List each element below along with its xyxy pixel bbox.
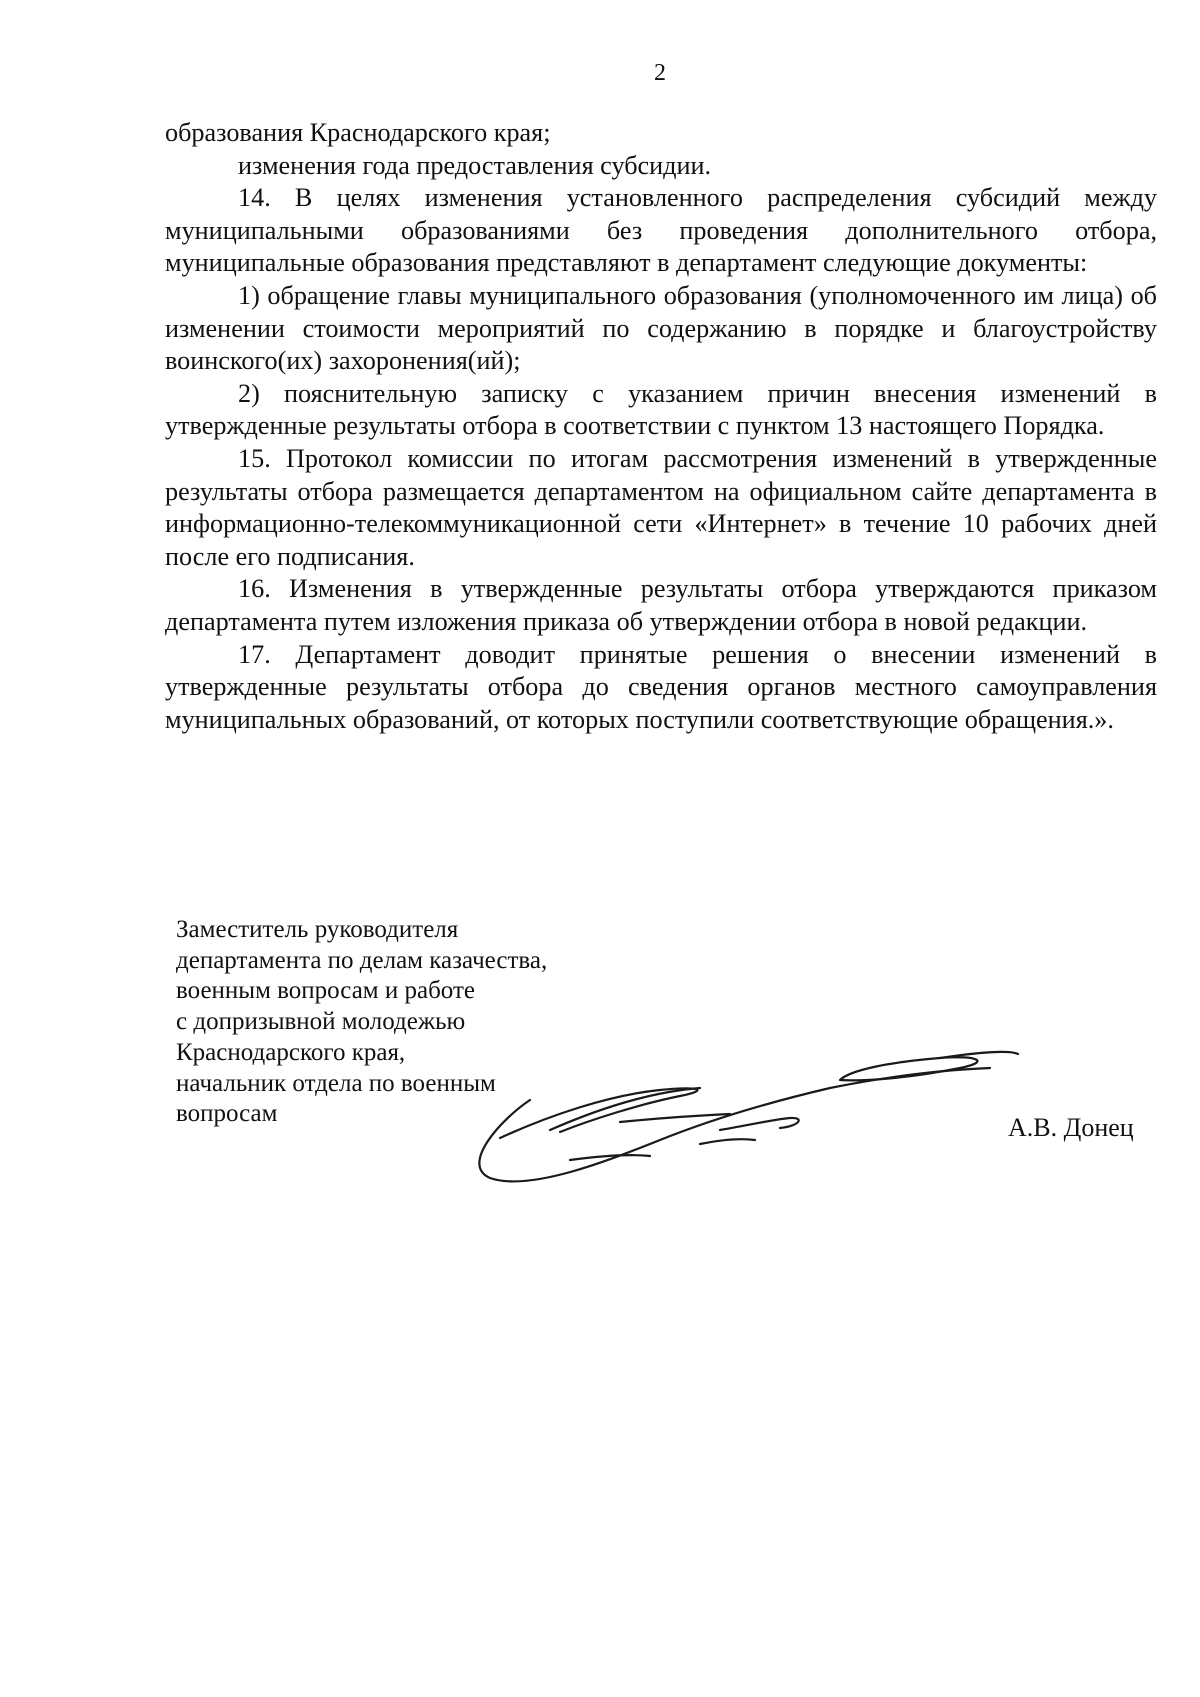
paragraph: 2) пояснительную записку с указанием причин внесения изменений в утвержденные результаты отбора в соответствии с пунктом 13 настоящего Порядка. xyxy=(165,378,1157,441)
paragraph: 1) обращение главы муниципального образования (уполномоченного им лица) об изменении стоимости мероприятий по содержанию в порядке и благоустройству воинского(их) захоронения(ий); xyxy=(165,280,1157,376)
position-line: начальник отдела по военным xyxy=(176,1069,496,1097)
signatory-name: А.В. Донец xyxy=(1008,1113,1134,1142)
position-line: Заместитель руководителя xyxy=(176,916,459,943)
paragraph: образования Краснодарского края; xyxy=(165,118,551,147)
paragraph: 15. Протокол комиссии по итогам рассмотрения изменений в утвержденные результаты отбора размещается департаментом на официальном сайте департамента в информационно-телекоммуникационной сети «Интернет» в течение 10 рабочих дней после его подписания. xyxy=(165,443,1157,571)
document-body xyxy=(165,117,1157,736)
position-line: вопросам xyxy=(176,1100,278,1128)
paragraph: 16. Изменения в утвержденные результаты отбора утверждаются приказом департамента путем изложения приказа об утверждении отбора в новой редакции. xyxy=(165,574,1157,636)
page-number: 2 xyxy=(654,60,666,86)
position-line: с допризывной молодежью xyxy=(176,1008,466,1036)
handwritten-signature xyxy=(470,1040,1030,1200)
position-line: департамента по делам казачества, xyxy=(176,946,548,974)
paragraph: изменения года предоставления субсидии. xyxy=(238,150,712,180)
paragraph: 17. Департамент доводит принятые решения о внесении изменений в утвержденные результаты отбора до сведения органов местного самоуправления муниципальных образований, от которых поступили соответствующие обращения.». xyxy=(165,639,1157,734)
position-line: военным вопросам и работе xyxy=(176,977,475,1005)
paragraph: 14. В целях изменения установленного распределения субсидий между муниципальными образованиями без проведения дополнительного отбора, муниципальные образования представляют в департамент следующие документы: xyxy=(165,183,1157,278)
position-line: Краснодарского края, xyxy=(176,1038,406,1066)
